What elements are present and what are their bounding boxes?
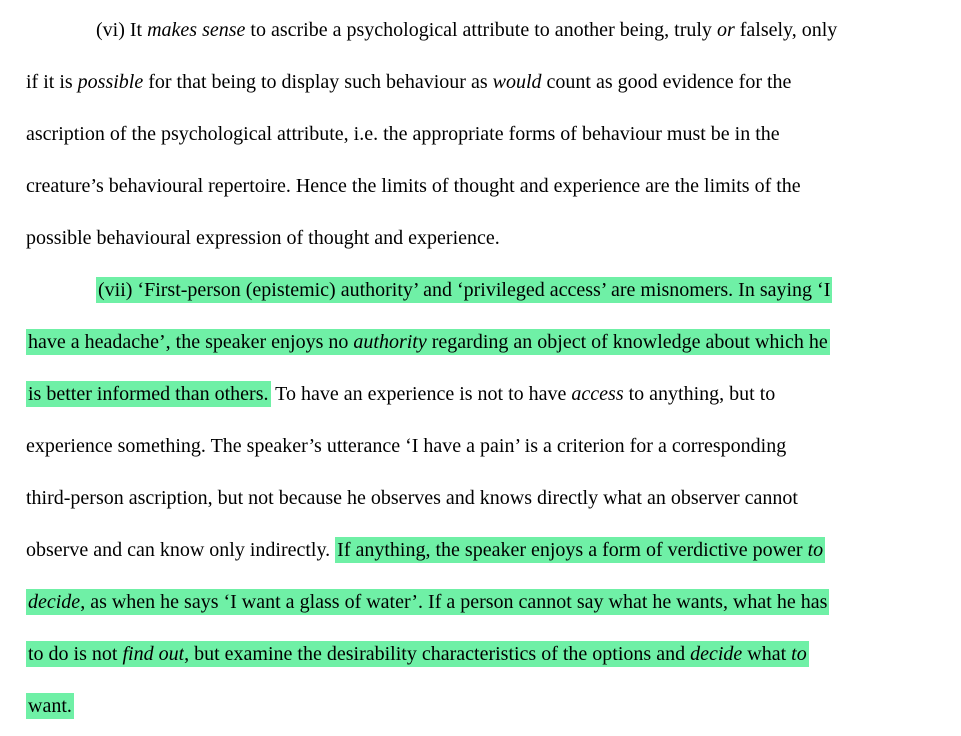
text-line — [96, 278, 832, 306]
highlighted-text: to do is not — [28, 643, 123, 665]
highlighted-text: have a headache’, the speaker enjoys no — [28, 331, 354, 353]
highlighted-text: , as when he says ‘I want a glass of water’. If a person cannot say what he wants, what he has — [80, 591, 828, 613]
highlighted-text: If anything, the speaker enjoys a form of verdictive power — [337, 539, 808, 561]
text-segment: or — [716, 19, 735, 41]
highlighted-text: to — [791, 643, 807, 665]
highlighted-text: want. — [28, 695, 72, 717]
highlighted-text: is better informed than others. — [28, 383, 269, 405]
text-segment: for that being to display such behaviour as — [143, 71, 493, 93]
text-line — [26, 486, 798, 514]
text-segment: if it is — [26, 71, 78, 93]
text-line — [26, 330, 830, 358]
text-segment: to anything, but to — [623, 383, 776, 405]
text-segment: creature’s behavioural repertoire. Hence the limits of thought and experience are the limits of the — [26, 175, 801, 197]
text-line — [26, 694, 74, 722]
text-line — [26, 434, 786, 462]
text-line — [26, 538, 825, 566]
highlighted-text: decide — [690, 643, 743, 665]
text-line — [96, 18, 837, 46]
text-segment: observe and can know only indirectly. — [26, 539, 336, 561]
highlighted-text: regarding an object of knowledge about which he — [426, 331, 828, 353]
text-line — [26, 226, 500, 254]
text-segment: third-person ascription, but not because he observes and knows directly what an observer cannot — [26, 487, 798, 509]
highlighted-text: , but examine the desirability characteristics of the options and — [184, 643, 691, 665]
text-line — [26, 122, 780, 150]
highlighted-text: find out — [122, 643, 185, 665]
text-segment: possible behavioural expression of thought and experience. — [26, 227, 500, 249]
text-segment: ascription of the psychological attribute, i.e. the appropriate forms of behaviour must be in the — [26, 123, 780, 145]
text-segment: (vi) It — [96, 19, 148, 41]
highlighted-text: (vii) ‘First-person (epistemic) authority’ and ‘privileged access’ are misnomers. In saying ‘I — [98, 279, 831, 301]
text-line — [26, 642, 809, 670]
text-segment: makes sense — [147, 19, 246, 41]
highlighted-text: what — [742, 643, 792, 665]
highlighted-text: decide — [28, 591, 81, 613]
text-segment: experience something. The speaker’s utterance ‘I have a pain’ is a criterion for a corresponding — [26, 435, 787, 457]
text-segment: access — [571, 383, 624, 405]
text-segment: To have an experience is not to have — [270, 383, 572, 405]
highlighted-text: authority — [353, 331, 427, 353]
text-segment: count as good evidence for the — [541, 71, 792, 93]
text-line — [26, 70, 791, 98]
text-segment: to ascribe a psychological attribute to another being, truly — [245, 19, 717, 41]
text-line — [26, 382, 775, 410]
text-segment: possible — [77, 71, 144, 93]
text-line — [26, 590, 829, 618]
text-segment: falsely, only — [734, 19, 838, 41]
text-segment: would — [492, 71, 542, 93]
text-line — [26, 174, 801, 202]
highlighted-text: to — [807, 539, 824, 561]
